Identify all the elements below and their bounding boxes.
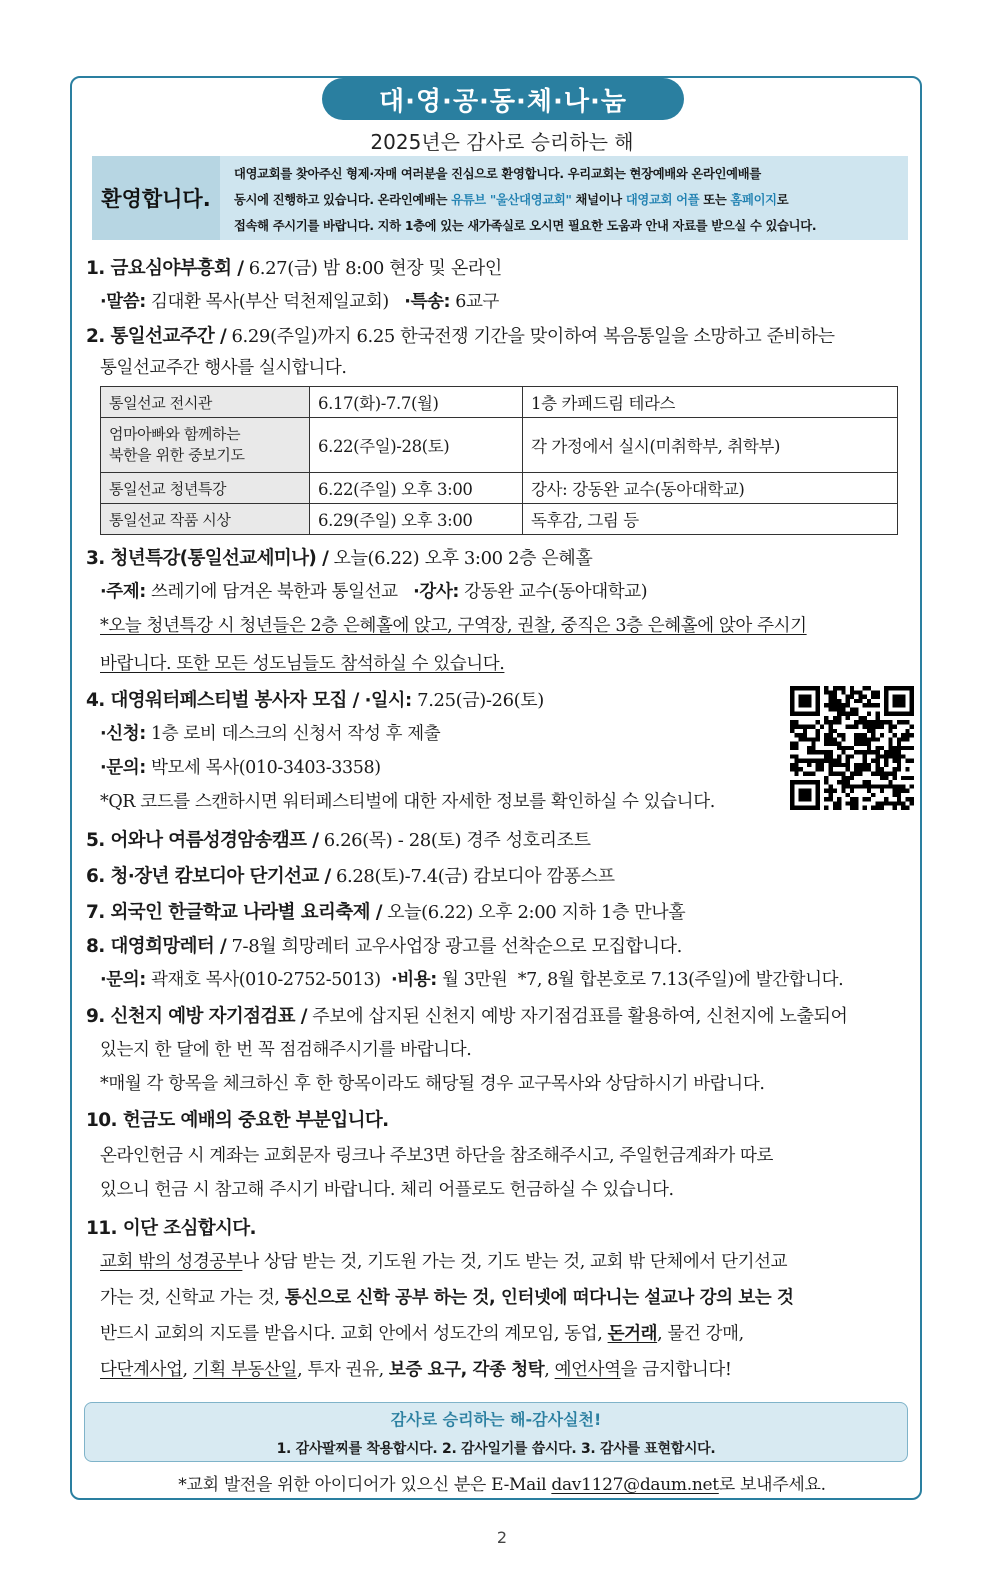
item-3 bbox=[86, 544, 592, 570]
welcome-line-2a: 동시에 진행하고 있습니다. 온라인예배는 bbox=[234, 193, 452, 207]
email-line bbox=[0, 1470, 1004, 1495]
item-11-line-3 bbox=[100, 1320, 744, 1345]
item-7 bbox=[86, 898, 685, 924]
item-9-text: 주보에 삽지된 신천지 예방 자기점검표를 활용하여, 신천지에 노출되어 bbox=[306, 1006, 848, 1027]
item-7-head: 7. 외국인 한글학교 나라별 요리축제 / bbox=[86, 902, 382, 923]
item-5 bbox=[86, 826, 591, 852]
schedule-table bbox=[100, 386, 898, 535]
item-3-sub2-label: ·강사: bbox=[413, 582, 459, 602]
item-8-sub2-text: 월 3만원 bbox=[436, 970, 508, 990]
item-2-head: 2. 통일선교주간 / bbox=[86, 326, 227, 347]
item-6-head: 6. 청·장년 캄보디아 단기선교 / bbox=[86, 866, 331, 887]
homepage: 홈페이지 bbox=[730, 193, 777, 207]
item-11-l3-bu: 돈거래 bbox=[607, 1324, 658, 1344]
item-1-sub bbox=[100, 288, 499, 313]
item-6-text: 6.28(토)-7.4(금) 캄보디아 깜퐁스프 bbox=[330, 866, 615, 887]
table-cell: 통일선교 작품 시상 bbox=[101, 504, 310, 535]
item-4-sub1-label: ·신청: bbox=[100, 724, 146, 744]
item-4-head: 4. 대영워터페스티벌 봉사자 모집 / bbox=[86, 690, 359, 711]
item-3-sub1-text: 쓰레기에 담겨온 북한과 통일선교 bbox=[145, 582, 398, 602]
item-11-l4-t1: , bbox=[182, 1360, 193, 1380]
welcome-line-2c: 또는 bbox=[699, 193, 731, 207]
item-5-head: 5. 어와나 여름성경암송캠프 / bbox=[86, 830, 319, 851]
item-1-text: 6.27(금) 밤 8:00 현장 및 온라인 bbox=[243, 258, 502, 279]
item-11-l4-b: 보증 요구, 각종 청탁 bbox=[388, 1360, 545, 1380]
gratitude-title: 감사로 승리하는 해-감사실천! bbox=[390, 1410, 602, 1429]
item-6 bbox=[86, 862, 615, 888]
item-4 bbox=[86, 686, 544, 712]
item-4-sub2-text: 박모세 목사(010-3403-3358) bbox=[145, 758, 381, 778]
table-cell: 각 가정에서 실시(미취학부, 취학부) bbox=[523, 418, 898, 473]
item-11-l3-t: 반드시 교회의 지도를 받읍시다. 교회 안에서 성도간의 계모임, 동업, bbox=[100, 1324, 608, 1344]
church-app: 대영교회 어플 bbox=[625, 193, 700, 207]
item-2-text: 6.29(주일)까지 6.25 한국전쟁 기간을 맞이하여 복음통일을 소망하고 준비하는 bbox=[226, 326, 835, 347]
item-11-l4-u1: 다단계사업 bbox=[100, 1360, 183, 1380]
item-3-sub bbox=[100, 578, 647, 603]
item-9-note: *매월 각 항목을 체크하신 후 한 항목이라도 해당될 경우 교구목사와 상담하시기 바랍니다. bbox=[100, 1074, 765, 1094]
item-2 bbox=[86, 322, 835, 348]
table-cell: 6.17(화)-7.7(월) bbox=[310, 387, 523, 418]
gratitude-box bbox=[84, 1402, 908, 1462]
table-cell: 강사: 강동완 교수(동아대학교) bbox=[523, 473, 898, 504]
item-3-note-1: *오늘 청년특강 시 청년들은 2층 은혜홀에 앉고, 구역장, 권찰, 중직은 3층 은혜홀에 앉아 주시기 bbox=[100, 616, 807, 636]
email-pre: *교회 발전을 위한 아이디어가 있으신 분은 E-Mail bbox=[178, 1475, 552, 1495]
item-4-sub-2 bbox=[100, 754, 381, 779]
item-4-note: *QR 코드를 스캔하시면 워터페스티벌에 대한 자세한 정보를 확인하실 수 있습니다. bbox=[100, 792, 715, 812]
item-3-text: 오늘(6.22) 오후 3:00 2층 은혜홀 bbox=[328, 548, 593, 569]
item-11-l4-u2: 기획 부동산일 bbox=[192, 1360, 298, 1380]
item-3-sub1-label: ·주제: bbox=[100, 582, 146, 602]
item-10 bbox=[86, 1106, 389, 1132]
welcome-box bbox=[92, 156, 908, 240]
item-10-head: 10. 헌금도 예배의 중요한 부분입니다. bbox=[86, 1110, 389, 1131]
item-11-l1-u: 교회 밖의 성경공부 bbox=[100, 1252, 243, 1272]
table-row bbox=[101, 418, 898, 473]
item-1-sub2-label: ·특송: bbox=[404, 292, 451, 312]
item-2-text-2: 통일선교주간 행사를 실시합니다. bbox=[100, 358, 347, 378]
table-cell: 독후감, 그림 등 bbox=[523, 504, 898, 535]
item-1-sub1-label: ·말씀: bbox=[100, 292, 146, 312]
item-3-sub2-text: 강동완 교수(동아대학교) bbox=[458, 582, 648, 602]
table-cell: 통일선교 전시관 bbox=[101, 387, 310, 418]
page-subtitle: 2025년은 감사로 승리하는 해 bbox=[370, 130, 634, 154]
item-4-label: ·일시: bbox=[358, 690, 412, 711]
qr-code-icon[interactable] bbox=[790, 686, 914, 810]
item-8-sub1-text: 곽재호 목사(010-2752-5013) bbox=[145, 970, 381, 990]
item-11-head: 11. 이단 조심합시다. bbox=[86, 1218, 256, 1239]
item-9-head: 9. 신천지 예방 자기점검표 / bbox=[86, 1006, 307, 1027]
email-link[interactable]: dav1127@daum.net bbox=[551, 1475, 719, 1495]
page-number: 2 bbox=[496, 1528, 508, 1547]
item-11-l4-t3: , bbox=[544, 1360, 555, 1380]
table-row bbox=[101, 473, 898, 504]
item-4-sub1-text: 1층 로비 데스크의 신청서 작성 후 제출 bbox=[145, 724, 441, 744]
table-cell: 6.29(주일) 오후 3:00 bbox=[310, 504, 523, 535]
item-8 bbox=[86, 932, 682, 958]
welcome-text bbox=[220, 156, 908, 240]
item-1-sub2-text: 6교구 bbox=[450, 292, 500, 312]
item-9-text-2: 있는지 한 달에 한 번 꼭 점검해주시기를 바랍니다. bbox=[100, 1040, 472, 1060]
item-3-head: 3. 청년특강(통일선교세미나) / bbox=[86, 548, 329, 569]
item-7-text: 오늘(6.22) 오후 2:00 지하 1층 만나홀 bbox=[381, 902, 686, 923]
item-4-text: 7.25(금)-26(토) bbox=[411, 690, 544, 711]
item-8-sub bbox=[100, 966, 843, 991]
item-11-l4-t2: , 투자 권유, bbox=[297, 1360, 389, 1380]
item-8-text: 7-8월 희망레터 교우사업장 광고를 선착순으로 모집합니다. bbox=[226, 936, 682, 957]
table-cell: 6.22(주일)-28(토) bbox=[310, 418, 523, 473]
table-cell: 통일선교 청년특강 bbox=[101, 473, 310, 504]
item-11-l4-t4: 을 금지합니다! bbox=[620, 1360, 732, 1380]
item-11-line-2 bbox=[100, 1284, 794, 1309]
item-8-sub1-label: ·문의: bbox=[100, 970, 146, 990]
table-cell: 1층 카페드림 테라스 bbox=[523, 387, 898, 418]
item-1-sub1-text: 김대환 목사(부산 덕천제일교회) bbox=[145, 292, 389, 312]
youtube-channel: 유튜브 "울산대영교회" bbox=[451, 193, 572, 207]
item-1-head: 1. 금요심야부흥회 / bbox=[86, 258, 244, 279]
item-10-text-2: 있으니 헌금 시 참고해 주시기 바랍니다. 체리 어플로도 헌금하실 수 있습니다. bbox=[100, 1180, 674, 1200]
welcome-line-2 bbox=[234, 187, 900, 213]
table-cell: 엄마아빠와 함께하는 북한을 위한 중보기도 bbox=[101, 418, 310, 473]
item-11-l3-t2: , 물건 강매, bbox=[657, 1324, 744, 1344]
item-8-head: 8. 대영희망레터 / bbox=[86, 936, 227, 957]
item-11-l1-t: 나 상담 받는 것, 기도원 가는 것, 기도 받는 것, 교회 밖 단체에서 단기선교 bbox=[242, 1252, 788, 1272]
table-cell: 6.22(주일) 오후 3:00 bbox=[310, 473, 523, 504]
item-1 bbox=[86, 254, 502, 280]
table-row bbox=[101, 387, 898, 418]
item-4-sub2-label: ·문의: bbox=[100, 758, 146, 778]
item-11-l2-b: 통신으로 신학 공부 하는 것, 인터넷에 떠다니는 설교나 강의 보는 것 bbox=[284, 1288, 794, 1308]
welcome-label: 환영합니다. bbox=[92, 156, 220, 240]
welcome-line-2d: 로 bbox=[776, 193, 789, 207]
item-11-line-4 bbox=[100, 1356, 731, 1381]
welcome-line-1: 대영교회를 찾아주신 형제·자매 여러분을 진심으로 환영합니다. 우리교회는 현장예배와 온라인예배를 bbox=[234, 167, 761, 181]
item-11-line-1 bbox=[100, 1248, 787, 1273]
item-10-text-1: 온라인헌금 시 계좌는 교회문자 링크나 주보3면 하단을 참조해주시고, 주일헌금계좌가 따로 bbox=[100, 1146, 774, 1166]
item-8-sub3-text: *7, 8월 합본호로 7.13(주일)에 발간합니다. bbox=[517, 970, 844, 990]
item-3-note-2: 바랍니다. 또한 모든 성도님들도 참석하실 수 있습니다. bbox=[100, 654, 505, 674]
item-4-sub-1 bbox=[100, 720, 440, 745]
welcome-line-2b: 채널이나 bbox=[571, 193, 626, 207]
item-11-l2-t: 가는 것, 신학교 가는 것, bbox=[100, 1288, 285, 1308]
item-8-sub2-label: ·비용: bbox=[391, 970, 437, 990]
welcome-line-3: 접속해 주시기를 바랍니다. 지하 1층에 있는 새가족실로 오시면 필요한 도움과 안내 자료를 받으실 수 있습니다. bbox=[234, 219, 817, 233]
page-title: 대·영·공·동·체·나·눔 bbox=[322, 78, 684, 120]
table-row bbox=[101, 504, 898, 535]
email-post: 로 보내주세요. bbox=[718, 1475, 826, 1495]
item-11 bbox=[86, 1214, 256, 1240]
item-5-text: 6.26(목) - 28(토) 경주 성호리조트 bbox=[318, 830, 591, 851]
item-11-l4-u3: 예언사역 bbox=[554, 1360, 621, 1380]
item-9 bbox=[86, 1002, 847, 1028]
gratitude-line: 1. 감사팔찌를 착용합시다. 2. 감사일기를 씁시다. 3. 감사를 표현합시다. bbox=[276, 1441, 716, 1457]
